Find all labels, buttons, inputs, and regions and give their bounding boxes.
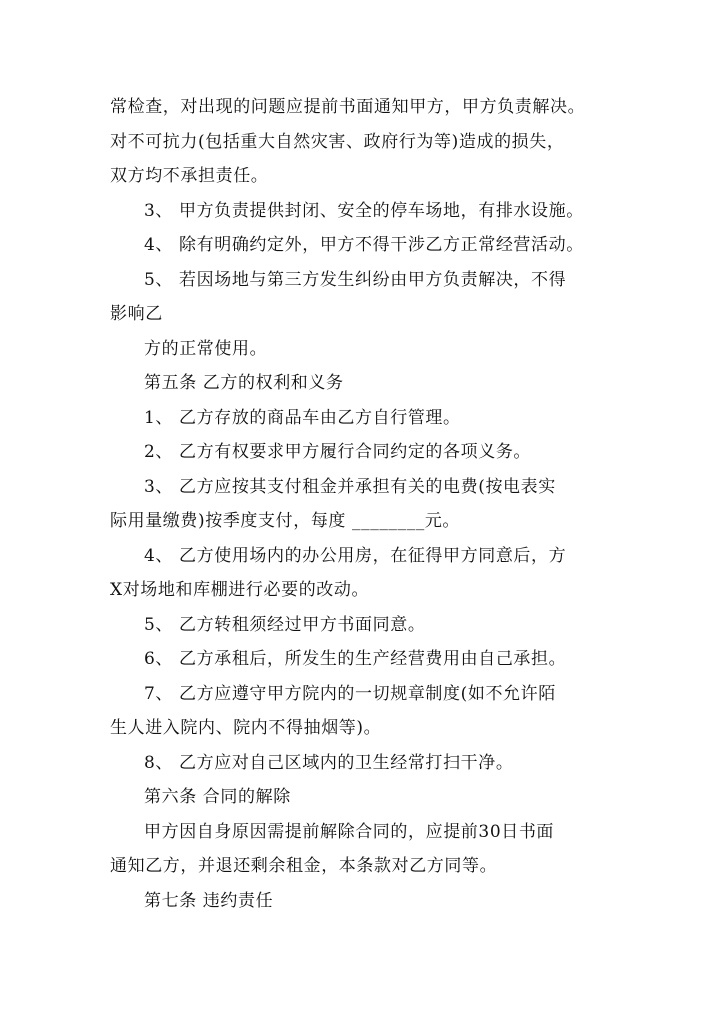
paragraph-line: 通知乙方，并退还剩余租金，本条款对乙方同等。 xyxy=(110,856,498,876)
paragraph-line: 方的正常使用。 xyxy=(144,338,268,359)
section-heading-article-7: 第七条 违约责任 xyxy=(144,890,274,911)
clause-item-8: 8、 乙方应对自己区域内的卫生经常打扫干净。 xyxy=(144,752,514,773)
paragraph-line: 影响乙 xyxy=(110,304,163,324)
paragraph-line: 生人进入院内、院内不得抽烟等)。 xyxy=(110,718,382,738)
paragraph-line: 双方均不承担责任。 xyxy=(110,166,269,186)
clause-item-5: 5、 乙方转租须经过甲方书面同意。 xyxy=(144,614,426,635)
clause-item-3: 3、 甲方负责提供封闭、安全的停车场地，有排水设施。 xyxy=(144,200,584,221)
section-heading-article-6: 第六条 合同的解除 xyxy=(144,787,291,807)
document-body xyxy=(110,90,630,918)
clause-item-2: 2、 乙方有权要求甲方履行合同约定的各项义务。 xyxy=(144,442,532,462)
clause-item-5: 5、 若因场地与第三方发生纠纷由甲方负责解决，不得 xyxy=(144,269,567,290)
paragraph-line: 常检查，对出现的问题应提前书面通知甲方，甲方负责解决。 xyxy=(110,97,586,117)
section-heading-article-5: 第五条 乙方的权利和义务 xyxy=(144,373,344,393)
clause-item-3: 3、 乙方应按其支付租金并承担有关的电费(按电表实 xyxy=(144,476,556,497)
clause-item-6: 6、 乙方承租后，所发生的生产经营费用由自己承担。 xyxy=(144,649,567,669)
clause-item-4: 4、 除有明确约定外，甲方不得干涉乙方正常经营活动。 xyxy=(144,235,584,255)
clause-item-4: 4、 乙方使用场内的办公用房，在征得甲方同意后，方 xyxy=(144,545,567,566)
clause-item-1: 1、 乙方存放的商品车由乙方自行管理。 xyxy=(144,407,461,428)
clause-item-7: 7、 乙方应遵守甲方院内的一切规章制度(如不允许陌 xyxy=(144,683,556,704)
paragraph-line: 甲方因自身原因需提前解除合同的，应提前30日书面 xyxy=(144,821,555,842)
paragraph-line: 对不可抗力(包括重大自然灾害、政府行为等)造成的损失， xyxy=(110,131,565,152)
paragraph-line: 际用量缴费)按季度支付，每度 ________元。 xyxy=(110,511,461,531)
paragraph-line: X对场地和库棚进行必要的改动。 xyxy=(110,580,370,600)
